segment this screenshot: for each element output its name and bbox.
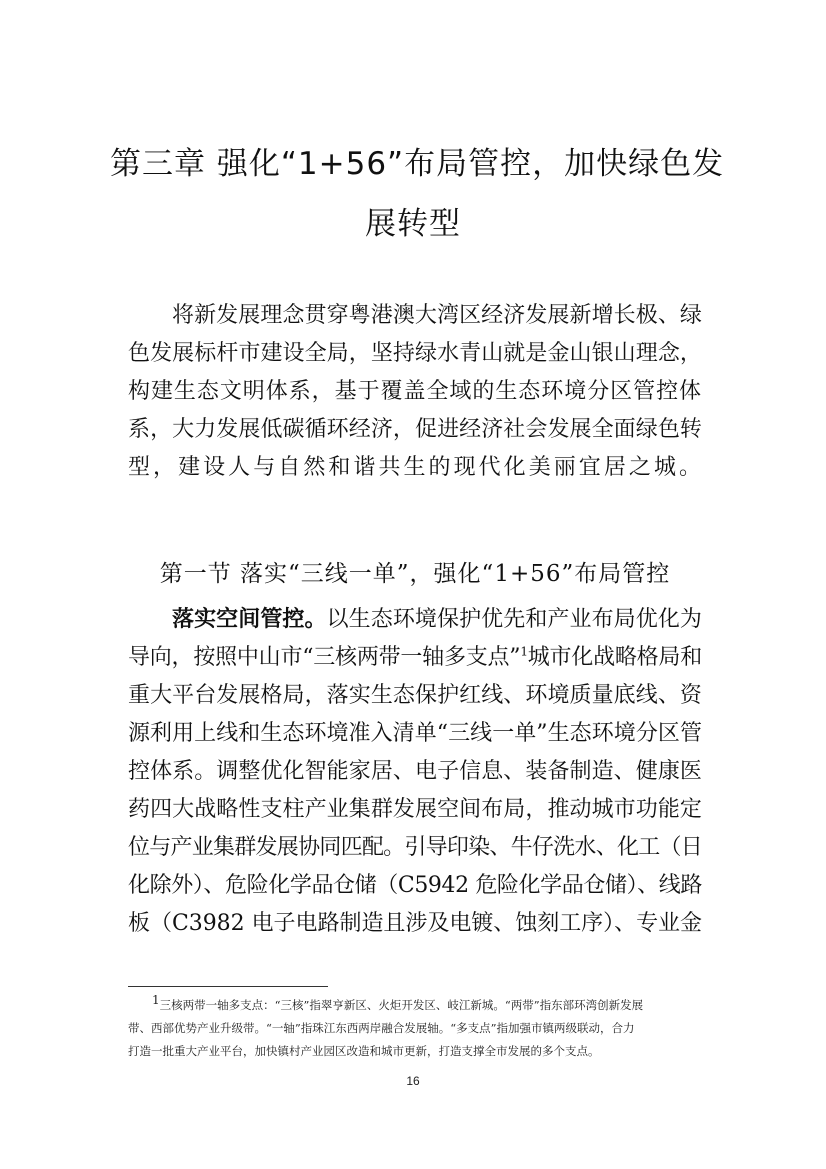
body-line-6: 药四大战略性支柱产业集群发展空间布局，推动城市功能定 [128,797,702,822]
footnote-line-2: 带、西部优势产业升级带。“一轴”指珠江东西两岸融合发展轴。“多支点”指加强市镇两级联动，合力 [128,1021,635,1035]
bold-lead: 落实空间管控。 [172,606,327,632]
intro-line-1: 将新发展理念贯穿粤港澳大湾区经济发展新增长极、绿 [172,303,702,328]
body-line-3: 重大平台发展格局，落实生态保护红线、环境质量底线、资 [128,683,702,708]
intro-line-3: 构建生态文明体系，基于覆盖全域的生态环境分区管控体 [128,379,702,404]
intro-paragraph [128,297,702,487]
body-line-1: 落实空间管控。以生态环境保护优先和产业布局优化为 [172,606,703,632]
footnote-line-1: $^1$三核两带一轴多支点：“三核”指翠亨新区、火炬开发区、岐江新城。“两带”指东部环湾创新发展 [152,994,644,1012]
intro-line-2: 色发展标杆市建设全局，坚持绿水青山就是金山银山理念， [128,341,702,366]
footnote-mark: 1 [152,994,160,1008]
body-line-8: 化除外）、危险化学品仓储（C5942 危险化学品仓储）、线路 [128,873,702,898]
footnote-reference[interactable]: 1 [520,644,528,659]
footnote-divider [128,986,328,987]
footnote-line-3: 打造一批重大产业平台，加快镇村产业园区改造和城市更新，打造支撑全市发展的多个支点。 [128,1044,600,1058]
chapter-title-line-2: 展转型 [365,206,461,242]
body-line-7: 位与产业集群发展协同匹配。引导印染、牛仔洗水、化工（日 [128,835,702,860]
intro-line-4: 系，大力发展低碳循环经济，促进经济社会发展全面绿色转 [128,417,702,442]
body-line-2: 导向，按照中山市“三核两带一轴多支点”$^1$城市化战略格局和 [128,644,702,670]
footnote [128,994,702,1063]
intro-line-5: 型，建设人与自然和谐共生的现代化美丽宜居之城。 [128,455,702,480]
chapter-title [110,134,725,254]
body-line-4: 源利用上线和生态环境准入清单“三线一单”生态环境分区管 [128,721,702,746]
body-line-9: 板（C3982 电子电路制造且涉及电镀、蚀刻工序）、专业金 [128,911,702,936]
body-line-5: 控体系。调整优化智能家居、电子信息、装备制造、健康医 [128,759,702,784]
section-title: 第一节 落实“三线一单”，强化“1+56”布局管控 [159,561,671,587]
body-paragraph [128,600,702,943]
page-number: 16 [406,1074,420,1088]
chapter-title-line-1: 第三章 强化“1+56”布局管控，加快绿色发 [110,146,725,182]
